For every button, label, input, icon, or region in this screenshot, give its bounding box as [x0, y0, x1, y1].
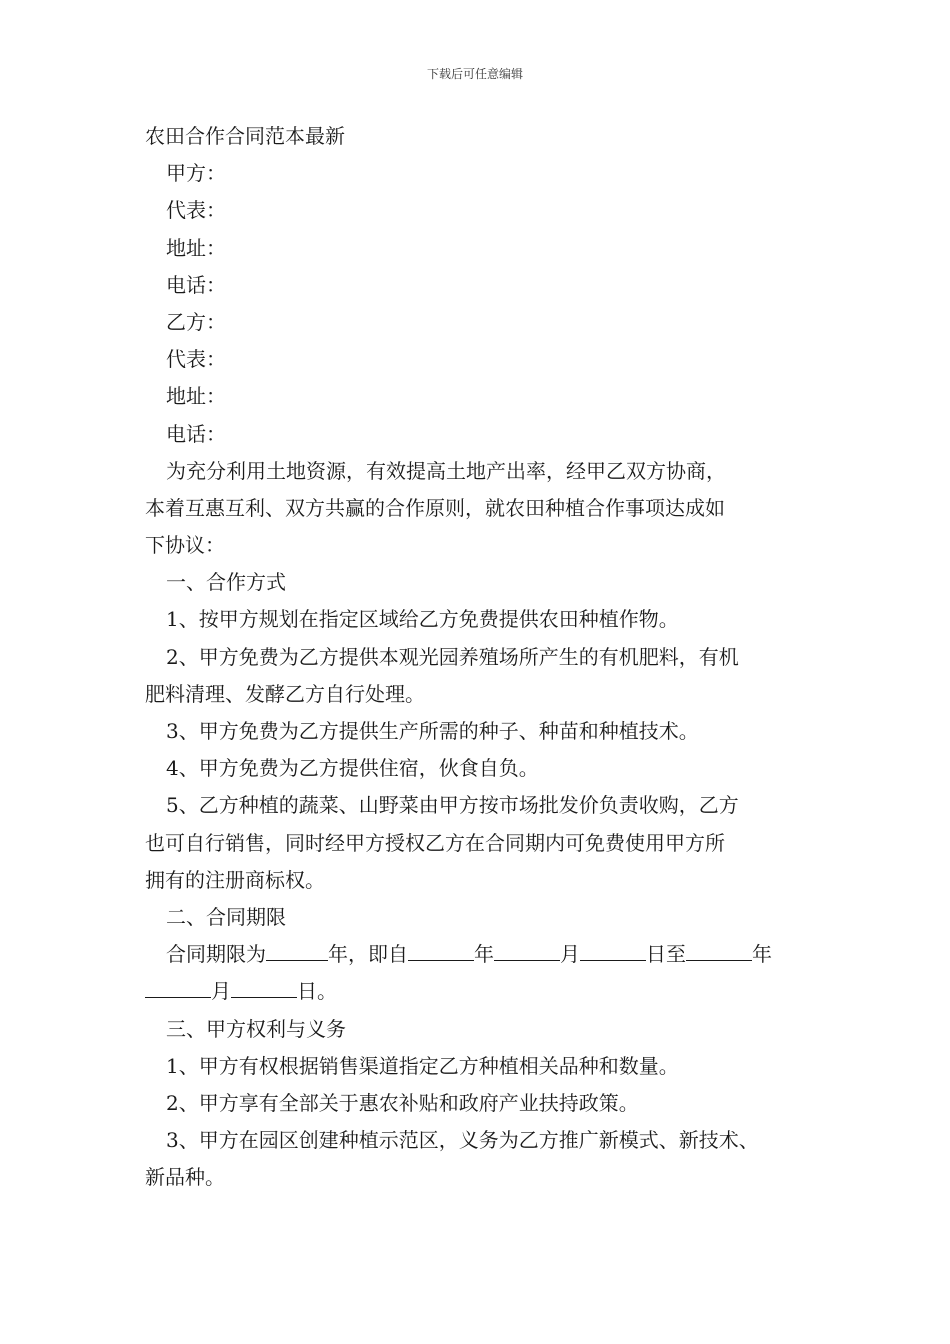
term-text: 日至 — [646, 942, 686, 967]
term-text: 合同期限为 — [166, 942, 266, 967]
section-3-item-2: 2、甲方享有全部关于惠农补贴和政府产业扶持政策。 — [166, 1090, 639, 1115]
intro-line: 本着互惠互利、双方共赢的合作原则，就农田种植合作事项达成如 — [145, 495, 725, 520]
term-line — [145, 936, 830, 973]
section-3-item-3-cont: 新品种。 — [145, 1165, 225, 1190]
party-a-phone: 电话： — [166, 272, 226, 297]
section-2-title: 二、合同期限 — [166, 904, 286, 929]
end-day-blank[interactable] — [231, 975, 297, 998]
term-text: 年 — [752, 942, 772, 967]
term-text: 年 — [474, 942, 494, 967]
intro-line: 为充分利用土地资源，有效提高土地产出率，经甲乙双方协商， — [166, 458, 726, 483]
party-b-representative: 代表： — [166, 347, 226, 372]
section-1-item-2: 2、甲方免费为乙方提供本观光园养殖场所产生的有机肥料，有机 — [166, 644, 739, 669]
section-3-item-3: 3、甲方在园区创建种植示范区，义务为乙方推广新模式、新技术、 — [166, 1128, 759, 1153]
section-1-item-1: 1、按甲方规划在指定区域给乙方免费提供农田种植作物。 — [166, 607, 679, 632]
party-a-label: 甲方： — [166, 161, 226, 186]
term-text: 月 — [560, 942, 580, 967]
section-1-item-5-cont: 也可自行销售，同时经甲方授权乙方在合同期内可免费使用甲方所 — [145, 830, 725, 855]
end-month-blank[interactable] — [145, 975, 211, 998]
start-month-blank[interactable] — [494, 938, 560, 961]
document-body — [145, 118, 830, 1196]
party-a-representative: 代表： — [166, 198, 226, 223]
page-header: 下载后可任意编辑 — [426, 67, 523, 81]
document-title: 农田合作合同范本最新 — [145, 124, 345, 148]
term-text: 月 — [211, 979, 231, 1004]
intro-line: 下协议： — [145, 533, 225, 558]
party-b-label: 乙方： — [166, 309, 226, 334]
section-1-item-3: 3、甲方免费为乙方提供生产所需的种子、种苗和种植技术。 — [166, 719, 699, 743]
term-line-cont — [145, 973, 830, 1010]
section-1-item-4: 4、甲方免费为乙方提供住宿，伙食自负。 — [166, 756, 539, 781]
section-1-item-5: 5、乙方种植的蔬菜、山野菜由甲方按市场批发价负责收购，乙方 — [166, 793, 739, 818]
term-text: 年，即自 — [328, 942, 408, 967]
start-year-blank[interactable] — [408, 938, 474, 961]
section-1-item-2-cont: 肥料清理、发酵乙方自行处理。 — [145, 681, 425, 706]
party-b-phone: 电话： — [166, 421, 226, 446]
term-text: 日。 — [297, 979, 337, 1004]
party-b-address: 地址： — [166, 384, 226, 409]
end-year-blank[interactable] — [686, 938, 752, 961]
section-1-item-5-cont: 拥有的注册商标权。 — [145, 867, 325, 892]
term-years-blank[interactable] — [266, 938, 328, 961]
section-1-title: 一、合作方式 — [166, 570, 286, 595]
section-3-item-1: 1、甲方有权根据销售渠道指定乙方种植相关品种和数量。 — [166, 1053, 679, 1078]
start-day-blank[interactable] — [580, 938, 646, 961]
party-a-address: 地址： — [166, 235, 226, 260]
section-3-title: 三、甲方权利与义务 — [166, 1016, 346, 1041]
